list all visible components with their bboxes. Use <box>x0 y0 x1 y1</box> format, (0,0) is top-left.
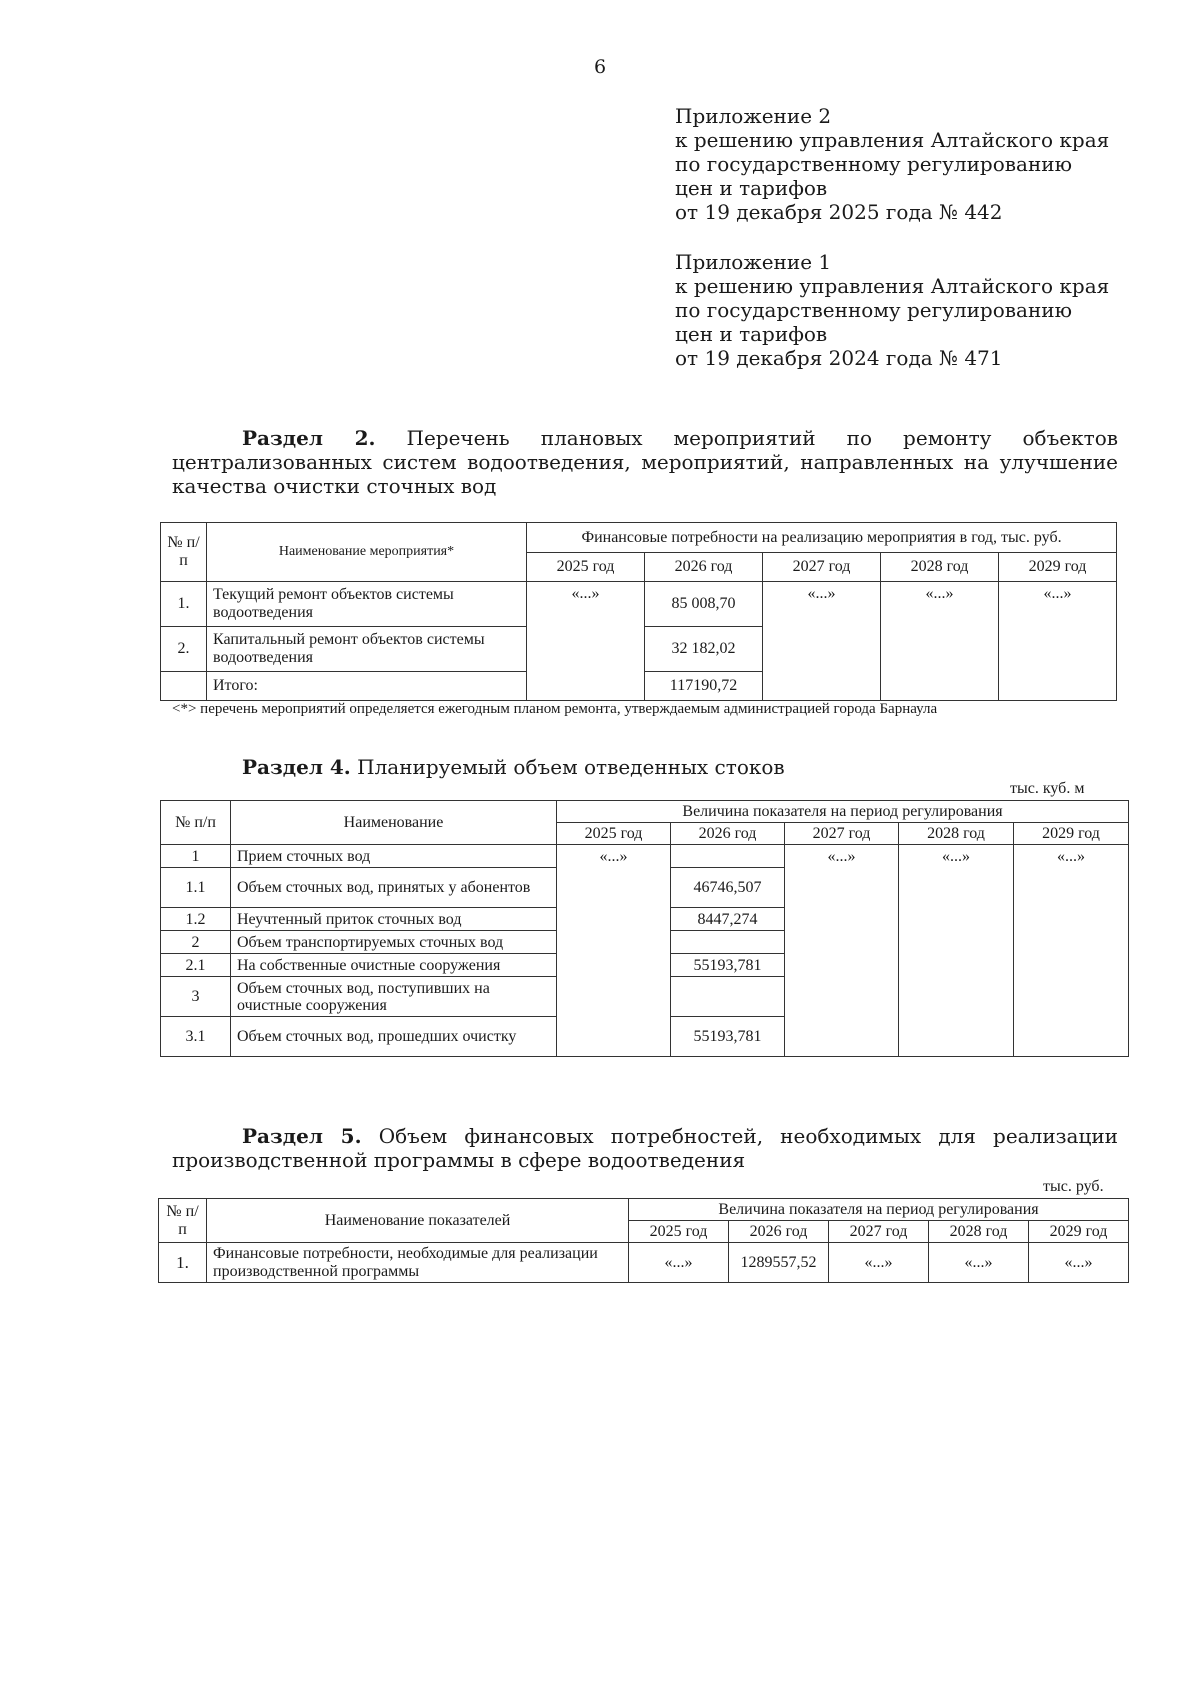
year-header: 2025 год <box>629 1221 729 1243</box>
year-header: 2027 год <box>763 553 881 582</box>
column-header-no: № п/п <box>161 801 231 845</box>
row-name: Текущий ремонт объектов системы водоотведения <box>207 582 527 627</box>
section-label: Раздел 5. <box>242 1124 362 1148</box>
column-header-group: Величина показателя на период регулирования <box>629 1199 1129 1221</box>
appendix-line: к решению управления Алтайского края <box>675 128 1110 152</box>
row-name: Прием сточных вод <box>231 845 557 868</box>
column-header-no: № п/п <box>161 523 207 582</box>
table-row <box>161 582 1117 627</box>
unit-label: тыс. руб. <box>1043 1178 1104 1195</box>
row-name: Неучтенный приток сточных вод <box>231 908 557 931</box>
year-header: 2027 год <box>829 1221 929 1243</box>
column-header-name: Наименование мероприятия* <box>207 523 527 582</box>
column-header-group: Финансовые потребности на реализацию мероприятия в год, тыс. руб. <box>527 523 1117 553</box>
row-number: 2.1 <box>161 954 231 977</box>
row-number: 2 <box>161 931 231 954</box>
section-5-title <box>172 1124 1118 1172</box>
row-name: Капитальный ремонт объектов системы водоотведения <box>207 627 527 672</box>
section-title-text: Объем финансовых потребностей, необходимых для реализации производственной программы в сфере водоотведения <box>172 1124 1118 1172</box>
placeholder-cell: «...» <box>763 582 881 701</box>
value-cell: 46746,507 <box>671 868 785 908</box>
row-name: Объем сточных вод, прошедших очистку <box>231 1017 557 1057</box>
value-cell <box>671 845 785 868</box>
row-number: 3.1 <box>161 1017 231 1057</box>
row-number: 1 <box>161 845 231 868</box>
section-title-text: Перечень плановых мероприятий по ремонту объектов централизованных систем водоотведения, мероприятий, направленных на улучшение качества очистки сточных вод <box>172 426 1119 498</box>
placeholder-cell: «...» <box>899 845 1014 1057</box>
value-cell: 85 008,70 <box>645 582 763 627</box>
value-cell: 55193,781 <box>671 954 785 977</box>
year-header: 2029 год <box>1014 823 1129 845</box>
column-header-name: Наименование показателей <box>207 1199 629 1243</box>
placeholder-cell: «...» <box>999 582 1117 701</box>
placeholder-cell: «...» <box>557 845 671 1057</box>
unit-label: тыс. куб. м <box>1010 780 1085 797</box>
row-number: 2. <box>161 627 207 672</box>
row-name: Финансовые потребности, необходимые для реализации производственной программы <box>207 1243 629 1283</box>
section-4-table <box>160 800 1129 1057</box>
column-header-no: № п/п <box>159 1199 207 1243</box>
year-header: 2028 год <box>899 823 1014 845</box>
row-number <box>161 672 207 701</box>
row-number: 1. <box>161 582 207 627</box>
value-cell: 55193,781 <box>671 1017 785 1057</box>
appendix-line: по государственному регулированию <box>675 152 1073 176</box>
value-cell: 1289557,52 <box>729 1243 829 1283</box>
placeholder-cell: «...» <box>1029 1243 1129 1283</box>
section-2-table <box>160 522 1117 701</box>
year-header: 2029 год <box>999 553 1117 582</box>
year-header: 2026 год <box>645 553 763 582</box>
appendix-line: от 19 декабря 2024 года № 471 <box>675 346 1003 370</box>
row-number: 1. <box>159 1243 207 1283</box>
value-cell: 117190,72 <box>645 672 763 701</box>
table-row <box>159 1243 1129 1283</box>
appendix-line: цен и тарифов <box>675 322 828 346</box>
year-header: 2026 год <box>671 823 785 845</box>
row-number: 3 <box>161 977 231 1017</box>
placeholder-cell: «...» <box>629 1243 729 1283</box>
section-5-table <box>158 1198 1129 1283</box>
row-name: Итого: <box>207 672 527 701</box>
table-row <box>161 845 1129 868</box>
appendix-line: цен и тарифов <box>675 176 828 200</box>
year-header: 2028 год <box>881 553 999 582</box>
row-name: Объем транспортируемых сточных вод <box>231 931 557 954</box>
column-header-group: Величина показателя на период регулирования <box>557 801 1129 823</box>
year-header: 2025 год <box>527 553 645 582</box>
value-cell: 8447,274 <box>671 908 785 931</box>
page-number: 6 <box>593 56 607 78</box>
appendix-line: по государственному регулированию <box>675 298 1073 322</box>
placeholder-cell: «...» <box>527 582 645 701</box>
value-cell <box>671 977 785 1017</box>
section-title-text: Планируемый объем отведенных стоков <box>357 755 785 779</box>
section-4-title <box>172 755 1118 779</box>
placeholder-cell: «...» <box>785 845 899 1057</box>
year-header: 2028 год <box>929 1221 1029 1243</box>
year-header: 2027 год <box>785 823 899 845</box>
appendix-1-header <box>675 250 1109 370</box>
row-number: 1.2 <box>161 908 231 931</box>
value-cell <box>671 931 785 954</box>
row-number: 1.1 <box>161 868 231 908</box>
column-header-name: Наименование <box>231 801 557 845</box>
placeholder-cell: «...» <box>1014 845 1129 1057</box>
row-name: Объем сточных вод, принятых у абонентов <box>231 868 557 908</box>
year-header: 2026 год <box>729 1221 829 1243</box>
value-cell: 32 182,02 <box>645 627 763 672</box>
placeholder-cell: «...» <box>929 1243 1029 1283</box>
section-label: Раздел 4. <box>242 755 351 779</box>
appendix-line: к решению управления Алтайского края <box>675 274 1110 298</box>
placeholder-cell: «...» <box>829 1243 929 1283</box>
section-2-title <box>172 426 1118 498</box>
appendix-2-header <box>675 104 1109 224</box>
placeholder-cell: «...» <box>881 582 999 701</box>
year-header: 2025 год <box>557 823 671 845</box>
row-name: Объем сточных вод, поступивших на очистные сооружения <box>231 977 557 1017</box>
appendix-line: Приложение 1 <box>675 250 832 274</box>
year-header: 2029 год <box>1029 1221 1129 1243</box>
footnote: <*> перечень мероприятий определяется ежегодным планом ремонта, утверждаемым администрацией города Барнаула <box>172 701 938 717</box>
section-label: Раздел 2. <box>242 426 376 450</box>
appendix-line: Приложение 2 <box>675 104 832 128</box>
appendix-line: от 19 декабря 2025 года № 442 <box>675 200 1003 224</box>
row-name: На собственные очистные сооружения <box>231 954 557 977</box>
